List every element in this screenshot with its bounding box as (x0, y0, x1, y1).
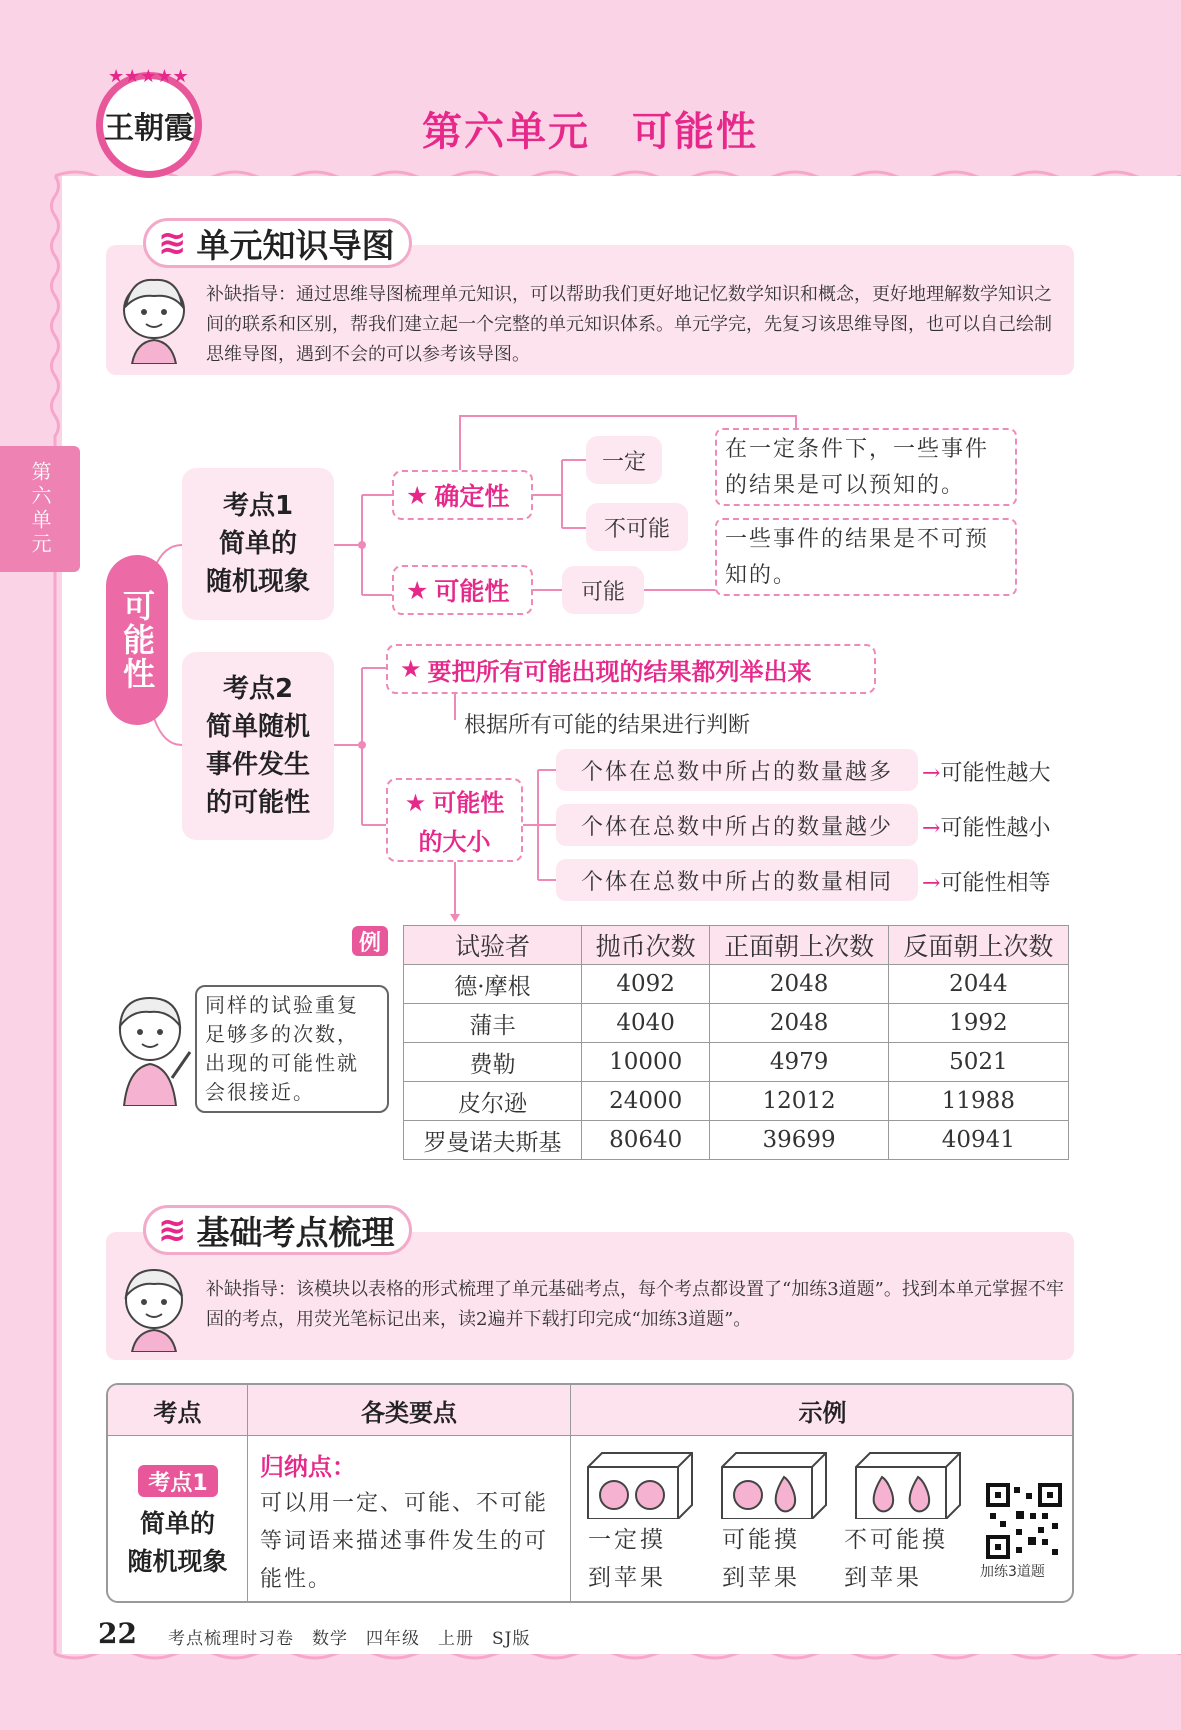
cell-tester: 费勒 (404, 1043, 582, 1082)
divider (247, 1385, 248, 1601)
summary-title: 归纳点： (260, 1453, 356, 1481)
divider (570, 1385, 571, 1601)
kaodian-line2: 随机现象 (127, 1547, 228, 1576)
kaodian-line1: 简单的 (139, 1509, 215, 1538)
section1-guide-text: 补缺指导：通过思维导图梳理单元知识，可以帮助我们更好地记忆数学知识和概念，更好地理解数学知识之间的联系和区别，帮我们建立起一个完整的单元知识体系。单元学完，先复习该思维导图，也可以自己绘制思维导图，遇到不会的可以参考该导图。 (206, 284, 1052, 365)
box-two-pears-icon (850, 1447, 980, 1519)
cell-tester: 罗曼诺夫斯基 (404, 1121, 582, 1160)
result-smaller: 可能性越小 (940, 816, 1051, 841)
cell-tosses: 4040 (581, 1004, 710, 1043)
col-header-tester: 试验者 (404, 926, 582, 965)
star-icon: ★ (404, 789, 427, 817)
section1-title: 单元知识导图 (196, 225, 395, 265)
case-less-node: 个体在总数中所占的数量越少 (556, 804, 918, 846)
svg-text:★★★★★: ★★★★★ (108, 66, 189, 86)
col-header-tails: 反面朝上次数 (888, 926, 1068, 965)
cell-heads: 39699 (710, 1121, 888, 1160)
possible-definition: 一些事件的结果是不可预知的。 (715, 518, 1017, 596)
kaodian-tag: 考点1 (138, 1465, 218, 1497)
boy-avatar-icon (110, 990, 196, 1106)
cell-tosses: 4092 (581, 965, 710, 1004)
judge-text: 根据所有可能的结果进行判断 (464, 713, 751, 738)
section2-guide-text: 补缺指导：该模块以表格的形式梳理了单元基础考点，每个考点都设置了“加练3道题”。找到本单元掌握不牢固的考点，用荧光笔标记出来，读2遍并下载打印完成“加练3道题”。 (206, 1279, 1064, 1330)
coin-trial-table (403, 925, 1069, 1160)
result-larger: 可能性越大 (940, 761, 1051, 786)
basics-table (106, 1383, 1074, 1603)
table-row (404, 965, 1069, 1004)
case-less-result (922, 811, 1050, 842)
side-tab-label: 第六单元 (28, 461, 52, 557)
impossible-node: 不可能 (586, 503, 688, 551)
example3-line1: 不可能摸 (844, 1527, 948, 1553)
qr-label: 加练3道题 (980, 1564, 1045, 1580)
cell-tails: 1992 (888, 1004, 1068, 1043)
example1-label (588, 1521, 666, 1597)
possibility-size-label2: 的大小 (418, 828, 491, 856)
divider (108, 1435, 1072, 1436)
mindmap-root-label: 可能性 (118, 589, 156, 691)
topic2-line3: 事件发生 (205, 750, 310, 780)
topic1-line3: 随机现象 (205, 567, 310, 597)
table-row (404, 1121, 1069, 1160)
possibility-size-line1 (405, 783, 505, 818)
possibility-size-label1: 可能性 (432, 789, 505, 817)
col-header-examples: 示例 (571, 1385, 1074, 1435)
case-more-node: 个体在总数中所占的数量越多 (556, 749, 918, 791)
section2-title-pill (143, 1205, 412, 1255)
possible-node: 可能 (562, 566, 644, 614)
list-all-label: 要把所有可能出现的结果都列举出来 (427, 657, 812, 686)
arrow-right-icon: → (922, 761, 941, 786)
example3-line2: 到苹果 (844, 1565, 922, 1591)
arrow-right-icon: → (922, 871, 941, 896)
topic2-box (182, 652, 334, 840)
cell-tails: 2044 (888, 965, 1068, 1004)
section2-title: 基础考点梳理 (196, 1212, 395, 1252)
col-header-heads: 正面朝上次数 (710, 926, 888, 965)
table-header-row (404, 926, 1069, 965)
cell-heads: 2048 (710, 1004, 888, 1043)
cell-tosses: 80640 (581, 1121, 710, 1160)
cell-tails: 40941 (888, 1121, 1068, 1160)
example3-label (844, 1521, 948, 1597)
case-equal-node: 个体在总数中所占的数量相同 (556, 859, 918, 901)
cell-heads: 2048 (710, 965, 888, 1004)
table-row (404, 1082, 1069, 1121)
cell-tester: 蒲丰 (404, 1004, 582, 1043)
cell-tails: 11988 (888, 1082, 1068, 1121)
cell-tosses: 10000 (581, 1043, 710, 1082)
col-header-kaodian: 考点 (108, 1385, 247, 1435)
topic2-line1: 考点2 (222, 674, 294, 704)
example-tag: 例 (352, 926, 388, 956)
unit-title: 第六单元 可能性 (422, 109, 758, 155)
certainty-label: 确定性 (434, 482, 510, 511)
tip-bubble: 同样的试验重复足够多的次数，出现的可能性就会很接近。 (195, 985, 389, 1113)
cell-heads: 12012 (710, 1082, 888, 1121)
certain-definition: 在一定条件下，一些事件的结果是可以预知的。 (715, 428, 1017, 506)
mindmap-root (106, 555, 168, 725)
arrow-right-icon: → (922, 816, 941, 841)
cell-tester: 皮尔逊 (404, 1082, 582, 1121)
example2-label (722, 1521, 800, 1597)
book-info: 考点梳理时习卷 数学 四年级 上册 SJ版 (168, 1629, 531, 1649)
boy-avatar-icon (118, 1262, 190, 1352)
topic1-line2: 简单的 (218, 529, 297, 559)
star-icon: ★ (400, 655, 422, 683)
box-two-apples-icon (582, 1447, 712, 1519)
result-equal: 可能性相等 (940, 871, 1051, 896)
page-number: 22 (98, 1617, 137, 1650)
wave-lines-icon: ≋ (158, 223, 187, 263)
cell-heads: 4979 (710, 1043, 888, 1082)
possibility-size-node (386, 778, 523, 862)
example2-line2: 到苹果 (722, 1565, 800, 1591)
kaodian-name (108, 1505, 247, 1581)
summary-text: 可以用一定、可能、不可能等词语来描述事件发生的可能性。 (260, 1491, 549, 1592)
list-all-node (386, 644, 876, 694)
certainty-node (392, 470, 533, 520)
example1-line1: 一定摸 (588, 1527, 666, 1553)
star-icon: ★ (406, 480, 429, 510)
wave-lines-icon: ≋ (158, 1210, 187, 1250)
case-more-result (922, 756, 1050, 787)
example2-line1: 可能摸 (722, 1527, 800, 1553)
case-equal-result (922, 866, 1050, 897)
cell-tails: 5021 (888, 1043, 1068, 1082)
col-header-tosses: 抛币次数 (581, 926, 710, 965)
star-icon: ★ (406, 575, 429, 605)
topic1-line1: 考点1 (222, 491, 294, 521)
qr-code-icon[interactable] (986, 1483, 1062, 1559)
possibility-label: 可能性 (434, 577, 510, 606)
topic1-box (182, 468, 334, 620)
box-apple-pear-icon (716, 1447, 846, 1519)
topic2-line2: 简单随机 (205, 712, 310, 742)
col-header-points: 各类要点 (248, 1385, 570, 1435)
cell-tosses: 24000 (581, 1082, 710, 1121)
topic2-line4: 的可能性 (205, 788, 310, 818)
certain-node: 一定 (586, 436, 662, 484)
cell-tester: 德·摩根 (404, 965, 582, 1004)
example1-line2: 到苹果 (588, 1565, 666, 1591)
table-row (404, 1004, 1069, 1043)
table-row (404, 1043, 1069, 1082)
logo-text: 王朝霞 (104, 111, 194, 146)
possibility-node (392, 565, 533, 615)
